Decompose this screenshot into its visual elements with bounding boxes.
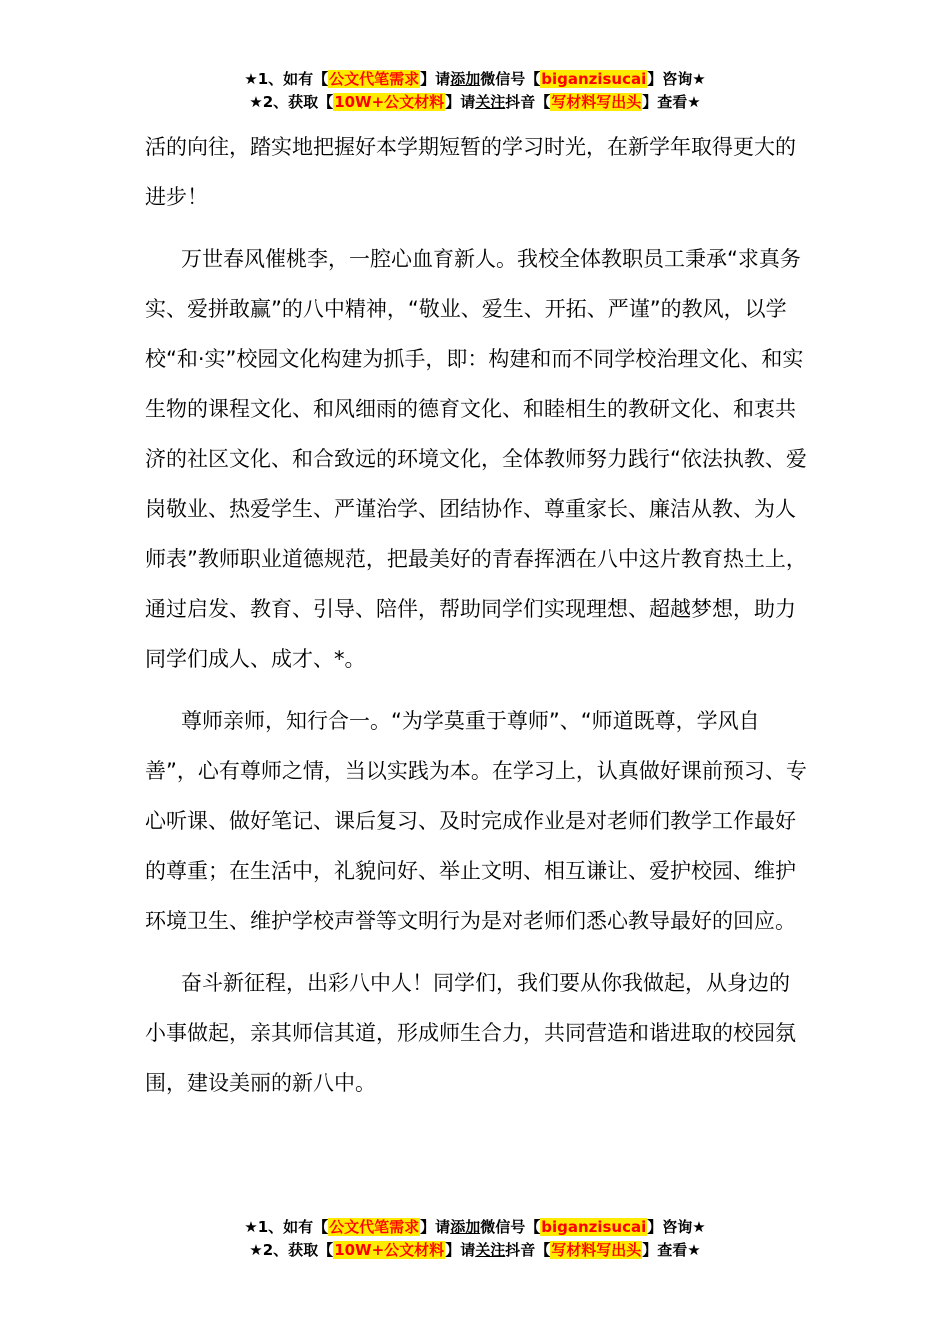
highlight-douyin-id: 写材料写出头 bbox=[551, 1241, 642, 1259]
promo-banner-bottom bbox=[0, 1216, 950, 1262]
promo-line-2: ★2、获取【10W+公文材料】请关注抖音【写材料写出头】查看★ bbox=[249, 1241, 701, 1259]
promo-line-1: ★1、如有【公文代笔需求】请添加微信号【biganzisucai】咨询★ bbox=[244, 1218, 706, 1236]
promo-line-2: ★2、获取【10W+公文材料】请关注抖音【写材料写出头】查看★ bbox=[249, 93, 701, 111]
promo-banner-top bbox=[0, 68, 950, 114]
highlight-materials: 10W+公文材料 bbox=[334, 93, 445, 111]
paragraph-respect-teachers: 尊师亲师，知行合一。“为学莫重于尊师”、“师道既尊，学风自善”，心有尊师之情，当以实践为本。在学习上，认真做好课前预习、专心听课、做好笔记、课后复习、及时完成作业是对老师们教学工作最好的尊重；在生活中，礼貌问好、举止文明、相互谦让、爱护校园、维护环境卫生、维护学校声誉等文明行为是对老师们悉心教导最好的回应。 bbox=[145, 709, 807, 933]
highlight-douyin-id: 写材料写出头 bbox=[551, 93, 642, 111]
paragraph-continuation: 活的向往，踏实地把握好本学期短暂的学习时光，在新学年取得更大的进步！ bbox=[145, 135, 796, 209]
highlight-service: 公文代笔需求 bbox=[329, 70, 420, 88]
highlight-service: 公文代笔需求 bbox=[329, 1218, 420, 1236]
paragraph-teachers: 万世春风催桃李，一腔心血育新人。我校全体教职员工秉承“求真务实、爱拼敢赢”的八中精神，“敬业、爱生、开拓、严谨”的教风，以学校“和·实”校园文化构建为抓手，即：构建和而不同学校治理文化、和实生物的课程文化、和风细雨的德育文化、和睦相生的教研文化、和衷共济的社区文化、和合致远的环境文化，全体教师努力践行“依法执教、爱岗敬业、热爱学生、严谨治学、团结协作、尊重家长、廉洁从教、为人师表”教师职业道德规范，把最美好的青春挥洒在八中这片教育热土上，通过启发、教育、引导、陪伴，帮助同学们实现理想、超越梦想，助力同学们成人、成才、*。 bbox=[145, 247, 807, 671]
highlight-materials: 10W+公文材料 bbox=[334, 1241, 445, 1259]
document-body bbox=[145, 122, 810, 1108]
highlight-wechat-id: biganzisucai bbox=[541, 70, 647, 88]
promo-line-1: ★1、如有【公文代笔需求】请添加微信号【biganzisucai】咨询★ bbox=[244, 70, 706, 88]
highlight-wechat-id: biganzisucai bbox=[541, 1218, 647, 1236]
paragraph-conclusion: 奋斗新征程，出彩八中人！同学们，我们要从你我做起，从身边的小事做起，亲其师信其道，形成师生合力，共同营造和谐进取的校园氛围，建设美丽的新八中。 bbox=[145, 971, 796, 1095]
